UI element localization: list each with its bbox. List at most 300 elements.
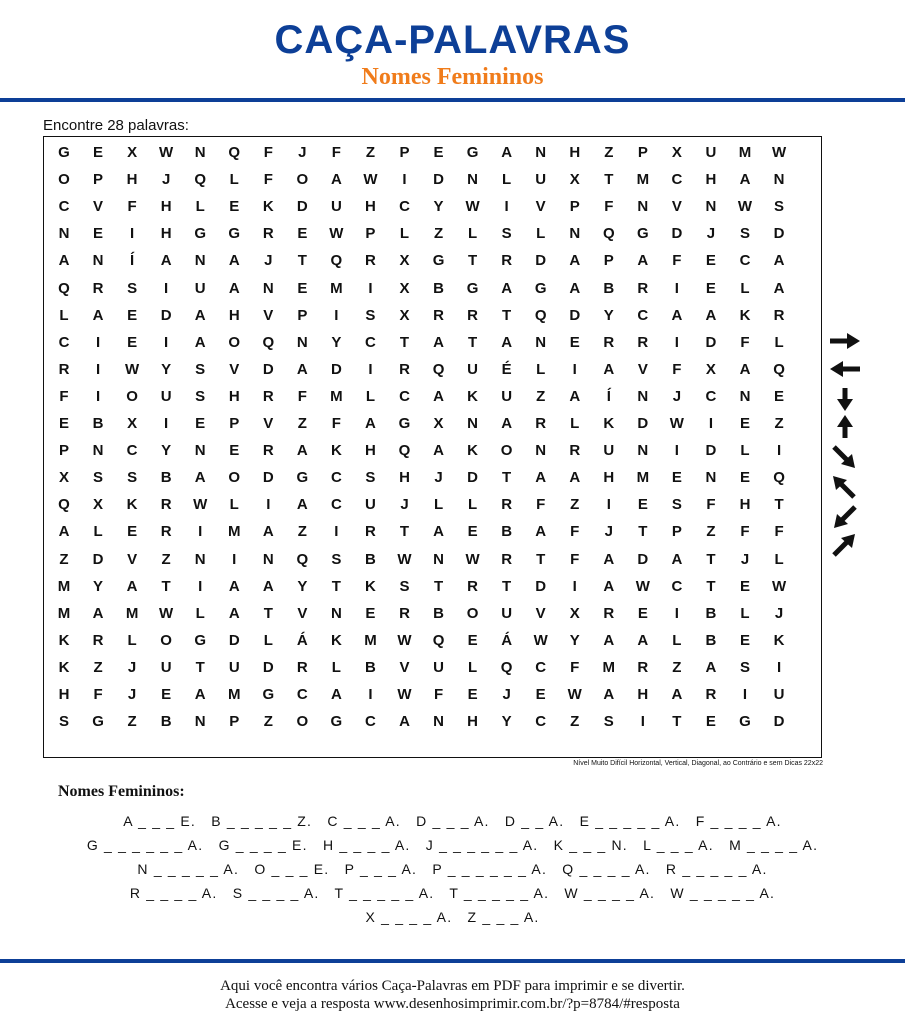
grid-cell[interactable]: R [296,658,308,676]
grid-cell[interactable]: N [92,442,104,460]
grid-cell[interactable]: I [232,550,237,568]
grid-cell[interactable]: L [365,387,376,405]
grid-cell[interactable]: U [705,144,717,161]
grid-cell[interactable]: R [637,658,649,676]
grid-cell[interactable]: E [467,631,478,649]
grid-cell[interactable]: T [502,577,512,595]
grid-cell[interactable]: I [130,225,135,243]
grid-cell[interactable]: W [771,577,787,595]
grid-cell[interactable]: A [296,442,308,460]
grid-cell[interactable]: T [672,713,682,731]
grid-cell[interactable]: S [93,469,104,487]
grid-cell[interactable]: J [604,523,613,541]
grid-cell[interactable]: Q [534,306,547,324]
grid-cell[interactable]: D [296,198,308,216]
grid-cell[interactable]: E [739,415,750,432]
grid-cell[interactable]: M [330,279,343,297]
grid-cell[interactable]: A [92,604,104,622]
grid-cell[interactable]: H [160,198,172,216]
grid-cell[interactable]: S [195,360,206,378]
grid-cell[interactable]: O [466,604,479,622]
grid-cell[interactable]: I [368,279,373,297]
grid-cell[interactable]: E [229,442,240,460]
grid-cell[interactable]: X [58,469,69,487]
grid-cell[interactable]: P [399,144,410,161]
grid-cell[interactable]: E [774,387,785,405]
grid-cell[interactable]: E [467,686,478,703]
grid-cell[interactable]: E [637,604,648,622]
grid-cell[interactable]: T [263,604,273,622]
grid-cell[interactable]: G [194,225,207,243]
grid-cell[interactable]: H [365,198,376,216]
grid-cell[interactable]: L [740,279,750,297]
grid-cell[interactable]: D [637,550,649,568]
grid-cell[interactable]: C [671,577,683,595]
grid-cell[interactable]: S [365,306,376,324]
grid-cell[interactable]: J [774,604,784,622]
grid-cell[interactable]: E [569,333,580,351]
grid-cell[interactable]: Y [569,631,580,649]
grid-cell[interactable]: L [263,631,273,649]
grid-cell[interactable]: N [569,225,581,243]
grid-cell[interactable]: Q [432,360,445,378]
grid-cell[interactable]: A [773,252,785,270]
grid-cell[interactable]: N [194,144,206,161]
grid-cell[interactable]: D [671,225,683,243]
grid-cell[interactable]: T [502,306,512,324]
grid-cell[interactable]: T [399,523,410,541]
grid-cell[interactable]: F [570,658,580,676]
grid-cell[interactable]: X [399,306,410,324]
grid-cell[interactable]: I [402,171,407,189]
grid-cell[interactable]: J [434,469,443,487]
grid-cell[interactable]: B [705,604,717,622]
grid-cell[interactable]: Z [263,713,273,731]
grid-cell[interactable]: I [640,713,645,731]
grid-cell[interactable]: I [334,306,339,324]
grid-cell[interactable]: D [160,306,172,324]
grid-cell[interactable]: Í [606,387,611,405]
grid-cell[interactable]: Q [602,225,615,243]
grid-cell[interactable]: K [330,442,342,460]
grid-cell[interactable]: D [467,469,479,487]
grid-cell[interactable]: V [127,550,138,568]
grid-cell[interactable]: N [773,171,785,189]
grid-cell[interactable]: H [228,387,240,405]
grid-cell[interactable]: A [262,577,274,595]
grid-cell[interactable]: V [535,604,546,622]
grid-cell[interactable]: L [502,171,512,189]
grid-cell[interactable]: L [536,360,546,378]
grid-cell[interactable]: Á [501,631,513,649]
grid-cell[interactable]: M [57,604,71,622]
grid-cell[interactable]: N [194,713,206,731]
grid-cell[interactable]: B [92,415,104,432]
grid-cell[interactable]: D [92,550,104,568]
grid-cell[interactable]: F [263,171,273,189]
grid-cell[interactable]: C [330,496,342,514]
grid-cell[interactable]: E [705,279,716,297]
grid-cell[interactable]: F [672,252,682,270]
grid-cell[interactable]: N [330,604,342,622]
grid-cell[interactable]: I [164,333,169,351]
grid-cell[interactable]: N [705,469,717,487]
grid-cell[interactable]: V [535,198,546,216]
grid-cell[interactable]: Z [161,550,171,568]
grid-cell[interactable]: A [569,387,581,405]
grid-cell[interactable]: T [706,550,716,568]
grid-cell[interactable]: G [228,225,241,243]
grid-cell[interactable]: G [739,713,751,731]
grid-cell[interactable]: M [125,604,139,622]
grid-cell[interactable]: F [263,144,273,161]
grid-cell[interactable]: R [160,523,172,541]
grid-cell[interactable]: J [161,171,171,189]
grid-cell[interactable]: T [195,658,205,676]
grid-cell[interactable]: D [535,252,547,270]
grid-cell[interactable]: L [229,171,239,189]
grid-cell[interactable]: F [93,686,103,703]
grid-cell[interactable]: C [705,387,717,405]
grid-cell[interactable]: I [572,360,577,378]
grid-cell[interactable]: I [674,442,679,460]
grid-cell[interactable]: W [397,686,412,703]
grid-cell[interactable]: A [637,631,649,649]
grid-cell[interactable]: I [708,415,714,432]
grid-cell[interactable]: G [330,713,343,731]
grid-cell[interactable]: X [569,171,580,189]
grid-cell[interactable]: O [160,631,172,649]
grid-cell[interactable]: F [536,496,546,514]
grid-cell[interactable]: U [160,658,172,676]
grid-cell[interactable]: P [637,144,648,161]
grid-cell[interactable]: L [195,604,205,622]
grid-cell[interactable]: I [95,360,101,378]
grid-cell[interactable]: L [570,415,580,432]
grid-cell[interactable]: K [603,415,615,432]
grid-cell[interactable]: Y [433,198,444,216]
grid-cell[interactable]: A [501,415,513,432]
grid-cell[interactable]: H [569,144,581,161]
grid-cell[interactable]: O [296,171,309,189]
grid-cell[interactable]: G [296,469,309,487]
grid-cell[interactable]: L [740,604,750,622]
grid-cell[interactable]: L [59,306,69,324]
grid-cell[interactable]: D [637,415,649,432]
grid-cell[interactable]: Q [296,550,309,568]
grid-cell[interactable]: L [774,333,784,351]
grid-cell[interactable]: B [603,279,615,297]
grid-cell[interactable]: A [194,469,206,487]
grid-cell[interactable]: V [263,306,274,324]
grid-cell[interactable]: T [536,550,546,568]
grid-cell[interactable]: Z [297,415,307,432]
grid-cell[interactable]: J [672,387,682,405]
grid-cell[interactable]: O [58,171,70,189]
grid-cell[interactable]: I [198,577,203,595]
grid-cell[interactable]: Q [262,333,275,351]
grid-cell[interactable]: I [164,279,169,297]
grid-cell[interactable]: S [774,198,785,216]
grid-cell[interactable]: N [262,279,274,297]
grid-cell[interactable]: A [399,713,410,731]
grid-cell[interactable]: D [330,360,342,378]
grid-cell[interactable]: P [671,523,682,541]
grid-cell[interactable]: M [636,171,650,189]
grid-cell[interactable]: C [637,306,649,324]
grid-cell[interactable]: D [535,577,547,595]
grid-cell[interactable]: U [535,171,547,189]
grid-cell[interactable]: R [160,496,172,514]
grid-cell[interactable]: A [433,387,444,405]
grid-cell[interactable]: Q [330,252,343,270]
grid-cell[interactable]: V [637,360,648,378]
grid-cell[interactable]: F [331,415,341,432]
grid-cell[interactable]: N [262,550,274,568]
grid-cell[interactable]: W [363,171,378,189]
grid-cell[interactable]: F [331,144,341,161]
grid-cell[interactable]: T [161,577,171,595]
grid-cell[interactable]: L [672,631,682,649]
grid-cell[interactable]: E [433,144,444,161]
grid-cell[interactable]: H [739,496,751,514]
grid-cell[interactable]: D [262,469,274,487]
grid-cell[interactable]: E [365,604,376,622]
grid-cell[interactable]: V [671,198,682,216]
grid-cell[interactable]: B [160,713,172,731]
grid-cell[interactable]: I [674,279,679,297]
grid-cell[interactable]: A [296,360,308,378]
grid-cell[interactable]: D [262,360,274,378]
grid-cell[interactable]: Y [93,577,104,595]
grid-cell[interactable]: U [467,360,479,378]
grid-cell[interactable]: X [127,144,138,161]
grid-cell[interactable]: A [705,658,717,676]
grid-cell[interactable]: Q [773,360,785,378]
grid-cell[interactable]: A [671,306,683,324]
grid-cell[interactable]: G [398,415,411,432]
grid-cell[interactable]: A [228,279,240,297]
grid-cell[interactable]: K [262,198,274,216]
grid-cell[interactable]: B [433,279,444,297]
grid-cell[interactable]: S [331,550,342,568]
grid-cell[interactable]: Z [59,550,69,568]
grid-cell[interactable]: R [399,604,410,622]
grid-cell[interactable]: H [637,686,649,703]
grid-cell[interactable]: K [365,577,376,595]
grid-cell[interactable]: H [365,442,376,460]
grid-cell[interactable]: T [604,171,614,189]
grid-cell[interactable]: F [740,523,750,541]
grid-cell[interactable]: N [433,713,444,731]
grid-cell[interactable]: I [674,604,679,622]
grid-cell[interactable]: N [58,225,70,243]
grid-cell[interactable]: E [161,686,172,703]
grid-cell[interactable]: N [92,252,104,270]
grid-cell[interactable]: S [58,713,69,731]
grid-cell[interactable]: T [399,333,410,351]
grid-cell[interactable]: P [365,225,376,243]
grid-cell[interactable]: N [194,442,206,460]
grid-cell[interactable]: R [501,550,513,568]
grid-cell[interactable]: X [93,496,104,514]
grid-cell[interactable]: A [569,252,581,270]
grid-cell[interactable]: Z [570,496,580,514]
grid-cell[interactable]: N [194,550,206,568]
grid-cell[interactable]: A [569,469,581,487]
grid-cell[interactable]: Í [130,252,135,270]
grid-cell[interactable]: U [365,496,376,514]
grid-cell[interactable]: W [397,550,412,568]
grid-cell[interactable]: R [92,631,104,649]
grid-cell[interactable]: N [296,333,308,351]
grid-cell[interactable]: S [671,496,682,514]
grid-cell[interactable]: A [228,604,240,622]
grid-cell[interactable]: R [501,252,513,270]
grid-cell[interactable]: H [603,469,615,487]
grid-cell[interactable]: F [740,333,750,351]
grid-cell[interactable]: L [740,442,750,460]
grid-cell[interactable]: G [92,713,104,731]
grid-cell[interactable]: F [297,387,307,405]
grid-cell[interactable]: V [93,198,104,216]
grid-cell[interactable]: I [572,577,577,595]
grid-cell[interactable]: L [93,523,103,541]
grid-cell[interactable]: N [705,198,717,216]
grid-cell[interactable]: S [127,469,138,487]
grid-cell[interactable]: J [298,144,307,161]
grid-cell[interactable]: Y [501,713,512,731]
grid-cell[interactable]: K [126,496,138,514]
grid-cell[interactable]: É [501,360,512,378]
grid-cell[interactable]: G [262,686,275,703]
grid-cell[interactable]: L [331,658,341,676]
grid-cell[interactable]: E [127,306,138,324]
grid-cell[interactable]: A [739,360,751,378]
grid-cell[interactable]: Z [604,144,614,161]
grid-cell[interactable]: D [262,658,274,676]
grid-cell[interactable]: I [334,523,339,541]
grid-cell[interactable]: Z [297,523,307,541]
grid-cell[interactable]: Q [773,469,785,487]
grid-cell[interactable]: Q [500,658,513,676]
grid-cell[interactable]: S [501,225,512,243]
grid-cell[interactable]: C [365,713,376,731]
grid-cell[interactable]: X [399,279,410,297]
grid-cell[interactable]: L [195,198,205,216]
grid-cell[interactable]: E [127,333,138,351]
grid-cell[interactable]: E [195,415,206,432]
grid-cell[interactable]: T [468,333,478,351]
grid-cell[interactable]: S [603,713,614,731]
grid-cell[interactable]: N [535,144,547,161]
grid-cell[interactable]: A [705,306,717,324]
grid-cell[interactable]: T [433,577,444,595]
grid-cell[interactable]: G [534,279,547,297]
grid-cell[interactable]: A [603,686,615,703]
grid-cell[interactable]: C [535,658,547,676]
grid-cell[interactable]: T [468,252,478,270]
grid-cell[interactable]: C [671,171,683,189]
grid-cell[interactable]: A [296,496,308,514]
grid-cell[interactable]: L [468,225,478,243]
grid-cell[interactable]: K [58,658,70,676]
grid-cell[interactable]: C [399,387,410,405]
grid-cell[interactable]: O [126,387,138,405]
grid-cell[interactable]: R [467,306,479,324]
grid-cell[interactable]: C [330,469,342,487]
grid-cell[interactable]: S [127,279,138,297]
grid-cell[interactable]: Y [603,306,614,324]
grid-cell[interactable]: T [774,496,784,514]
grid-cell[interactable]: Z [774,415,784,432]
grid-cell[interactable]: J [740,550,750,568]
grid-cell[interactable]: Q [58,496,70,514]
grid-cell[interactable]: Z [93,658,103,676]
grid-cell[interactable]: J [400,496,409,514]
grid-cell[interactable]: V [263,415,274,432]
grid-cell[interactable]: A [433,442,444,460]
grid-cell[interactable]: A [637,252,649,270]
grid-cell[interactable]: K [467,387,479,405]
grid-cell[interactable]: F [59,387,69,405]
grid-cell[interactable]: G [432,252,445,270]
grid-cell[interactable]: B [365,658,376,676]
grid-cell[interactable]: A [773,279,785,297]
grid-cell[interactable]: K [739,306,751,324]
grid-cell[interactable]: B [433,604,444,622]
grid-cell[interactable]: S [195,387,206,405]
grid-cell[interactable]: W [737,198,753,216]
grid-cell[interactable]: X [399,252,410,270]
grid-cell[interactable]: M [602,658,616,676]
grid-cell[interactable]: N [637,198,649,216]
grid-cell[interactable]: C [126,442,138,460]
grid-cell[interactable]: N [194,252,206,270]
grid-cell[interactable]: P [229,415,240,432]
grid-cell[interactable]: K [330,631,342,649]
grid-cell[interactable]: D [773,713,785,731]
grid-cell[interactable]: H [467,713,479,731]
grid-cell[interactable]: A [501,279,513,297]
grid-cell[interactable]: A [501,144,513,161]
grid-cell[interactable]: E [297,225,308,243]
grid-cell[interactable]: C [58,198,70,216]
grid-cell[interactable]: P [93,171,104,189]
grid-cell[interactable]: A [194,306,206,324]
grid-cell[interactable]: Q [58,279,70,297]
grid-cell[interactable]: W [465,550,480,568]
grid-cell[interactable]: A [603,577,615,595]
grid-cell[interactable]: C [535,713,547,731]
grid-cell[interactable]: L [433,496,444,514]
grid-cell[interactable]: N [535,333,547,351]
grid-cell[interactable]: X [705,360,716,378]
grid-cell[interactable]: N [467,171,479,189]
grid-cell[interactable]: T [331,577,341,595]
grid-cell[interactable]: C [399,198,410,216]
grid-cell[interactable]: G [194,631,207,649]
grid-cell[interactable]: G [466,144,479,161]
grid-cell[interactable]: Z [706,523,716,541]
grid-cell[interactable]: E [739,631,750,649]
grid-cell[interactable]: I [266,496,271,514]
grid-cell[interactable]: W [329,225,344,243]
grid-cell[interactable]: K [58,631,70,649]
grid-cell[interactable]: U [501,387,513,405]
grid-cell[interactable]: A [160,252,172,270]
grid-cell[interactable]: D [705,333,717,351]
